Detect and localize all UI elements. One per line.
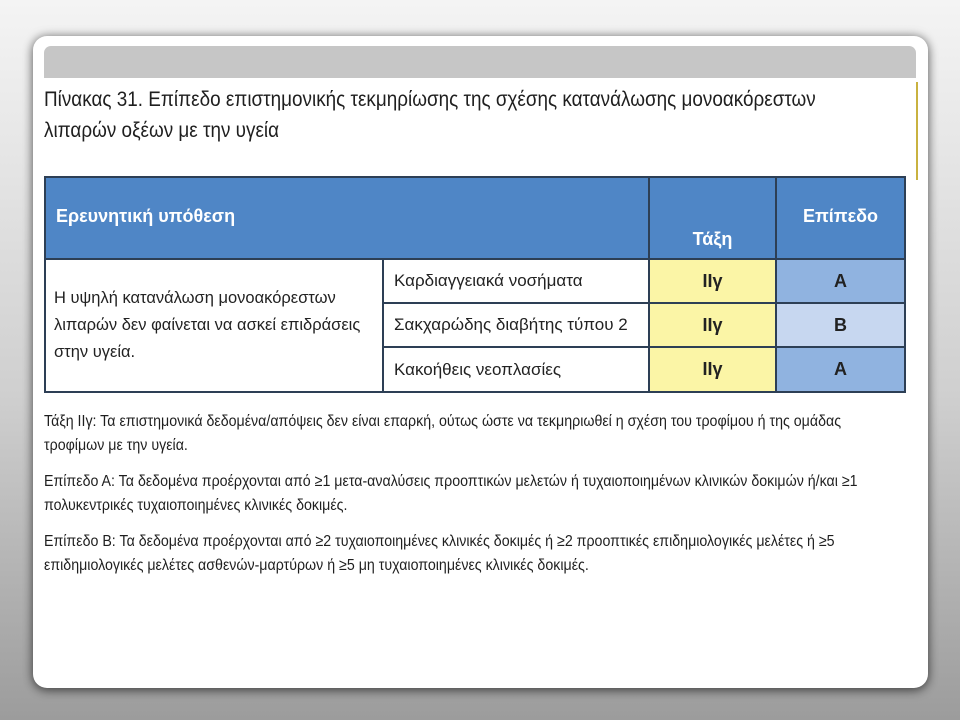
hypothesis-cell: Η υψηλή κατανάλωση μονοακόρεστων λιπαρών δεν φαίνεται να ασκεί επιδράσεις στην υγεία. [45, 259, 383, 392]
level-cell: Α [776, 259, 905, 303]
rank-cell: IIγ [649, 347, 776, 392]
header-level: Επίπεδο [776, 177, 905, 259]
outcome-cell: Καρδιαγγειακά νοσήματα [383, 259, 649, 303]
evidence-table [44, 176, 906, 393]
outcome-cell: Κακοήθεις νεοπλασίες [383, 347, 649, 392]
rank-cell: IIγ [649, 259, 776, 303]
rank-cell: IIγ [649, 303, 776, 347]
header-hypothesis: Ερευνητική υπόθεση [45, 177, 649, 259]
accent-line [916, 82, 918, 180]
footnote-level-a: Επίπεδο Α: Τα δεδομένα προέρχονται από ≥1 μετα-αναλύσεις προοπτικών μελετών ή τυχαιοποιημένων κλινικών δοκιμών ή/και ≥1 πολυκεντρικές τυχαιοποιημένες κλινικές δοκιμές. [44, 473, 858, 514]
footnote-level-b: Επίπεδο Β: Τα δεδομένα προέρχονται από ≥2 τυχαιοποιημένες κλινικές δοκιμές ή ≥2 προοπτικές επιδημιολογικές μελέτες ή ≥5 επιδημιολογικές μελέτες ασθενών-μαρτύρων ή ≥5 μη τυχαιοποιημένες κλινικές δοκιμές. [44, 533, 835, 574]
slide-header-bar [44, 46, 916, 78]
level-cell: Α [776, 347, 905, 392]
footnotes [44, 410, 904, 590]
outcome-cell: Σακχαρώδης διαβήτης τύπου 2 [383, 303, 649, 347]
table-row [45, 259, 905, 303]
table-header-row [45, 177, 905, 259]
footnote-rank: Τάξη IIγ: Τα επιστημονικά δεδομένα/απόψεις δεν είναι επαρκή, ούτως ώστε να τεκμηριωθεί η σχέση του τροφίμου ή της ομάδας τροφίμων με την υγεία. [44, 413, 842, 454]
level-cell: Β [776, 303, 905, 347]
table-caption: Πίνακας 31. Επίπεδο επιστημονικής τεκμηρίωσης της σχέσης κατανάλωσης μονοακόρεστων λιπαρών οξέων με την υγεία [44, 88, 816, 142]
header-rank: Τάξη [649, 177, 776, 259]
